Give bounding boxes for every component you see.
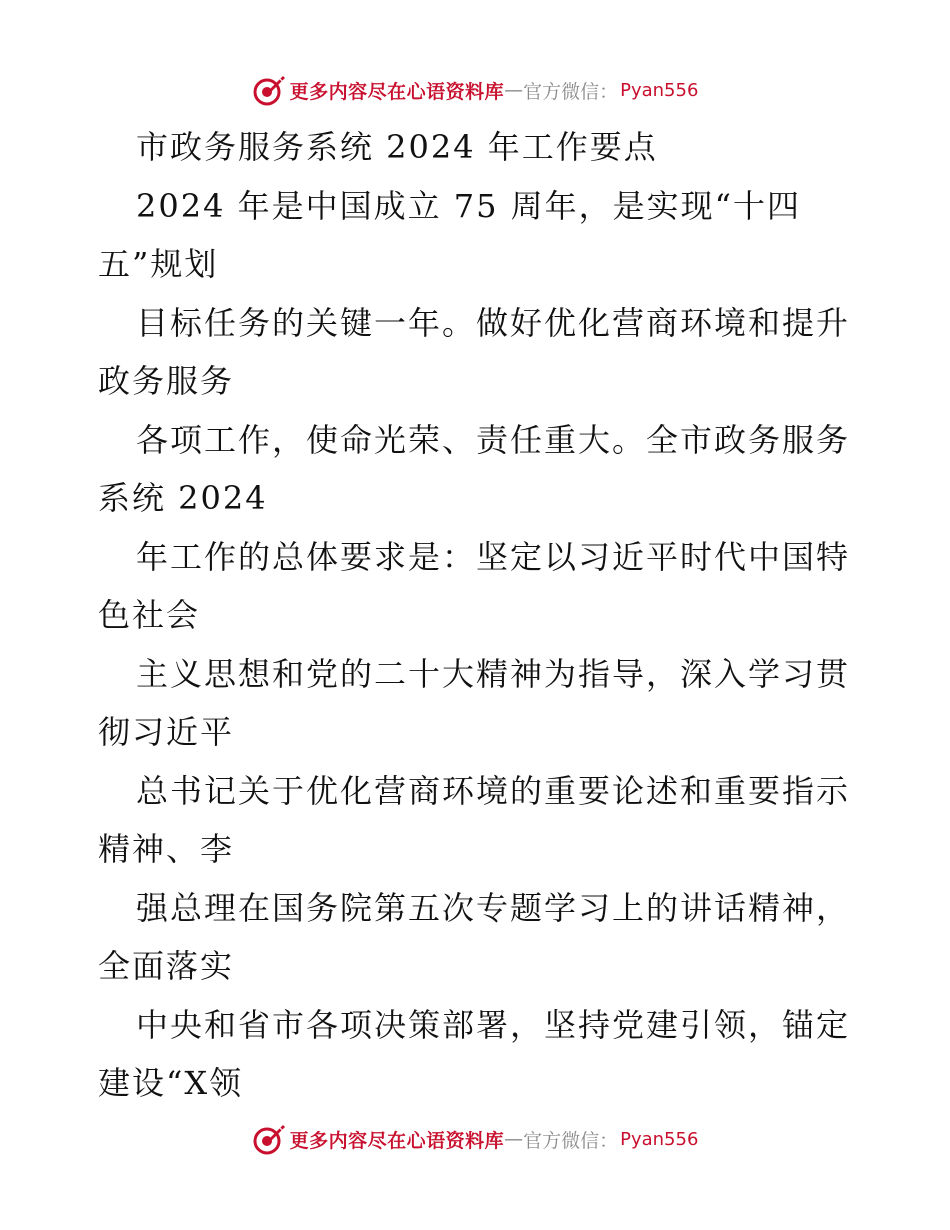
document-body xyxy=(98,118,858,1113)
text-line: 色社会 xyxy=(98,596,201,634)
header-brand-text: 更多内容尽在心语资料库 xyxy=(289,80,505,103)
footer-watermark xyxy=(0,1119,950,1159)
text-line: 五”规划 xyxy=(98,245,219,283)
text-line: 各项工作，使命光荣、责任重大。全市政务服务 xyxy=(136,420,851,459)
header-separator: — xyxy=(504,79,524,101)
text-line: 中央和省市各项决策部署，坚持党建引领，锚定 xyxy=(136,1005,851,1044)
text-line: 目标任务的关键一年。做好优化营商环境和提升 xyxy=(136,303,851,342)
text-line: 主义思想和党的二十大精神为指导，深入学习贯 xyxy=(136,654,851,693)
text-line: 强总理在国务院第五次专题学习上的讲话精神， xyxy=(136,888,851,927)
footer-official-label: 官方微信： xyxy=(523,1129,619,1152)
text-line: 政务服务 xyxy=(98,362,235,400)
document-title: 市政务服务系统 2024 年工作要点 xyxy=(136,128,658,166)
quill-seal-logo-icon xyxy=(252,73,286,107)
footer-wechat-id: Pyan556 xyxy=(620,1128,699,1150)
header-watermark xyxy=(0,70,950,110)
text-line: 建设“X领 xyxy=(98,1064,244,1102)
quill-seal-logo-icon xyxy=(252,1122,286,1156)
text-line: 年工作的总体要求是：坚定以习近平时代中国特 xyxy=(136,537,851,576)
text-line: 2024 年是中国成立 75 周年，是实现“十四 xyxy=(136,186,802,225)
text-line: 精神、李 xyxy=(98,830,235,868)
text-line: 全面落实 xyxy=(98,947,235,985)
footer-separator: — xyxy=(504,1128,524,1150)
header-wechat-id: Pyan556 xyxy=(620,79,699,101)
text-line: 总书记关于优化营商环境的重要论述和重要指示 xyxy=(136,771,851,810)
text-line: 系统 2024 xyxy=(98,479,268,517)
text-line: 彻习近平 xyxy=(98,713,235,751)
footer-brand-text: 更多内容尽在心语资料库 xyxy=(289,1129,505,1152)
header-official-label: 官方微信： xyxy=(523,80,619,103)
